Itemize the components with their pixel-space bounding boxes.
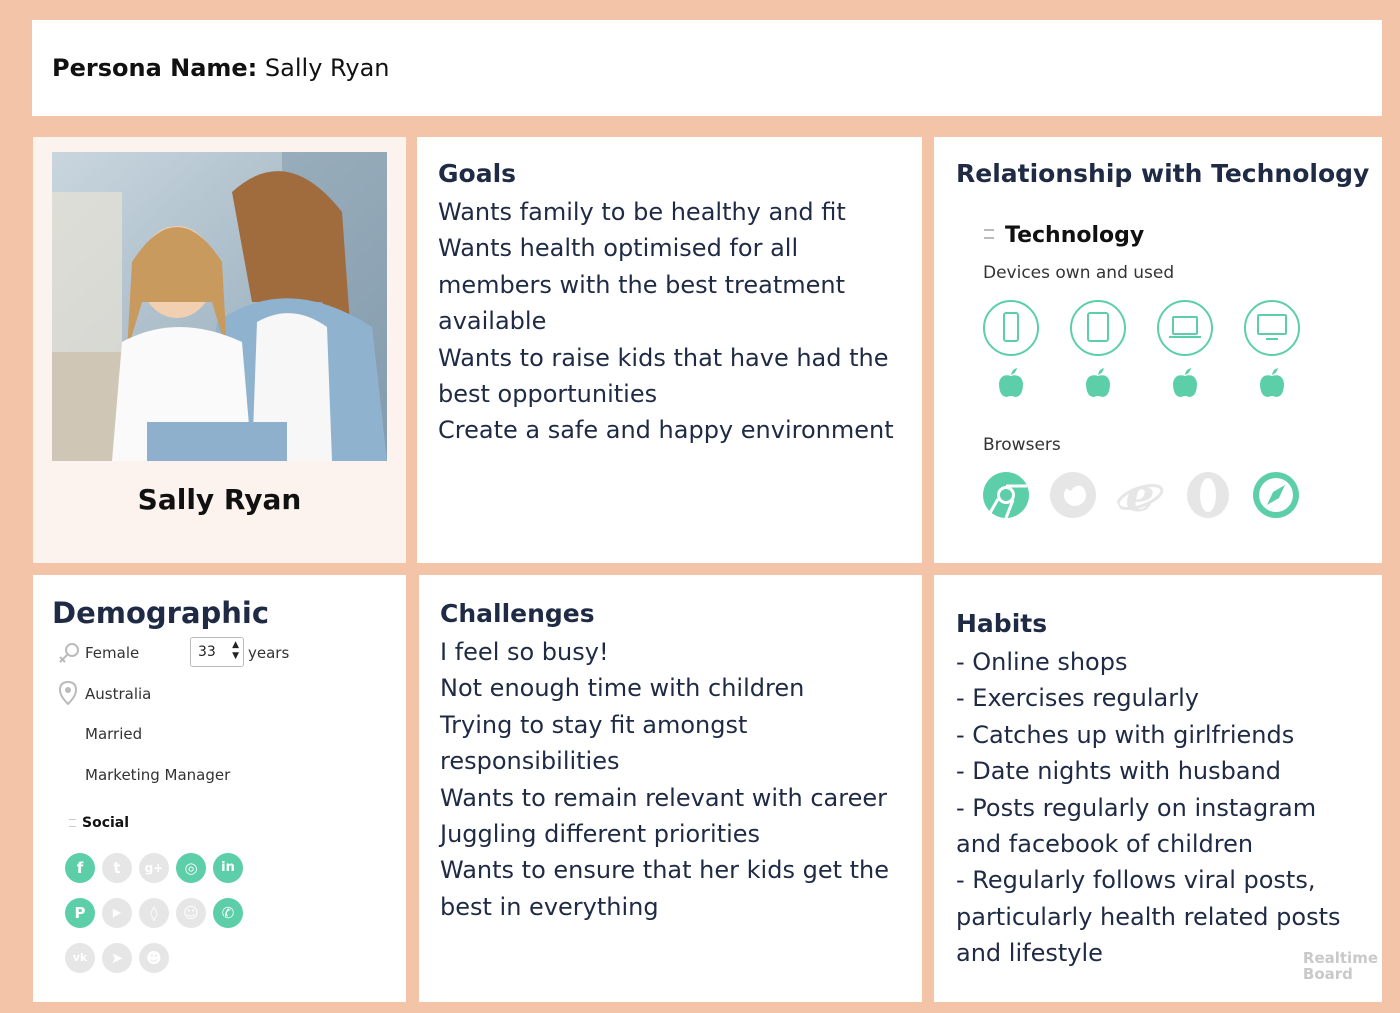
female-icon [57,641,81,665]
goal-line: members with the best treatment [438,270,846,299]
snapchat-icon[interactable]: ☺ [176,898,206,928]
challenge-line: best in everything [440,892,659,921]
watermark-line: Board [1302,965,1353,983]
apple-icon [1084,367,1112,399]
habit-line: particularly health related posts [956,902,1341,931]
goal-line: available [438,307,547,336]
foursquare-icon[interactable]: ◊ [139,898,169,928]
challenge-line: responsibilities [440,747,620,776]
vk-icon[interactable]: vk [65,943,95,973]
goal-line: Wants health optimised for all [438,234,799,263]
persona-name-bar [32,20,1382,116]
goal-line: best opportunities [438,380,658,409]
twitter-icon[interactable]: t [102,853,132,883]
browsers-label: Browsers [983,435,1061,455]
challenge-line: Juggling different priorities [440,820,761,849]
habits-title: Habits [956,609,1048,638]
habit-line: - Date nights with husband [956,757,1282,786]
chrome-icon [982,471,1030,519]
persona-photo-illustration [52,152,387,461]
habit-line: and lifestyle [956,939,1103,968]
apple-icon [997,367,1025,399]
watermark-line: Realtime [1302,949,1378,967]
watermark-logo [1303,950,1378,982]
apple-icon [1258,367,1286,399]
persona-label-key: Persona Name: [52,54,258,82]
habits-list [956,644,1341,972]
drag-handle-icon [984,229,994,239]
habit-line: - Catches up with girlfriends [956,720,1295,749]
photo-caption: Sally Ryan [137,483,302,516]
technology-title: Relationship with Technology [956,159,1370,188]
technology-subtitle: Technology [1005,223,1145,248]
challenge-line: Not enough time with children [440,674,805,703]
apple-icon [1171,367,1199,399]
challenge-line: Wants to ensure that her kids get the [440,856,890,885]
age-stepper[interactable] [190,637,244,667]
goal-line: Wants family to be healthy and fit [438,198,846,226]
tablet-icon [1070,300,1126,356]
social-label: Social [82,815,130,831]
facebook-icon[interactable]: f [65,853,95,883]
goal-line: Wants to raise kids that have had the [438,343,889,372]
safari-icon [1252,471,1300,519]
persona-photo [52,152,387,461]
monitor-icon [1244,300,1300,356]
challenge-line: Wants to remain relevant with career [440,783,887,812]
svg-text:e: e [1125,471,1155,519]
gender-value: Female [85,644,140,662]
telegram-icon[interactable]: ➤ [102,943,132,973]
youtube-icon[interactable]: ▶ [102,898,132,928]
pinterest-icon[interactable]: P [65,898,95,928]
whatsapp-icon[interactable]: ✆ [213,898,243,928]
challenges-title: Challenges [440,599,595,628]
challenges-card [419,575,922,1002]
goal-line: Create a safe and happy environment [438,416,894,445]
habit-line: and facebook of children [956,830,1254,859]
goals-list [438,194,894,449]
habit-line: - Online shops [956,648,1128,676]
drag-handle-icon [69,819,76,827]
marital-status-value: Married [85,725,143,743]
firefox-icon [1049,471,1097,519]
age-value: 33 [198,644,216,660]
instagram-icon[interactable]: ◎ [176,853,206,883]
challenge-line: Trying to stay fit amongst [440,710,748,739]
technology-card [934,137,1382,563]
google-plus-icon[interactable]: g+ [139,853,169,883]
persona-name-value: Sally Ryan [264,54,390,82]
goals-card [417,137,922,563]
occupation-value: Marketing Manager [85,766,231,784]
habit-line: - Regularly follows viral posts, [956,866,1316,895]
laptop-icon [1157,300,1213,356]
habits-card [934,575,1382,1002]
demographic-card [33,575,406,1002]
phone-icon [983,300,1039,356]
opera-icon [1184,471,1232,519]
ie-icon [1116,471,1164,519]
challenge-line: I feel so busy! [440,638,609,666]
age-unit: years [248,644,290,662]
location-value: Australia [85,685,152,703]
location-pin-icon [59,681,77,705]
demographic-title: Demographic [52,596,270,630]
photo-card [33,137,406,563]
devices-label: Devices own and used [983,263,1175,283]
reddit-icon[interactable]: ☻ [139,943,169,973]
challenges-list [440,634,889,925]
stepper-arrows-icon: ▲ ▼ [232,640,239,661]
persona-name-label [52,54,390,82]
goals-title: Goals [438,159,517,188]
habit-line: - Posts regularly on instagram [956,793,1317,822]
habit-line: - Exercises regularly [956,684,1199,713]
linkedin-icon[interactable]: in [213,853,243,883]
